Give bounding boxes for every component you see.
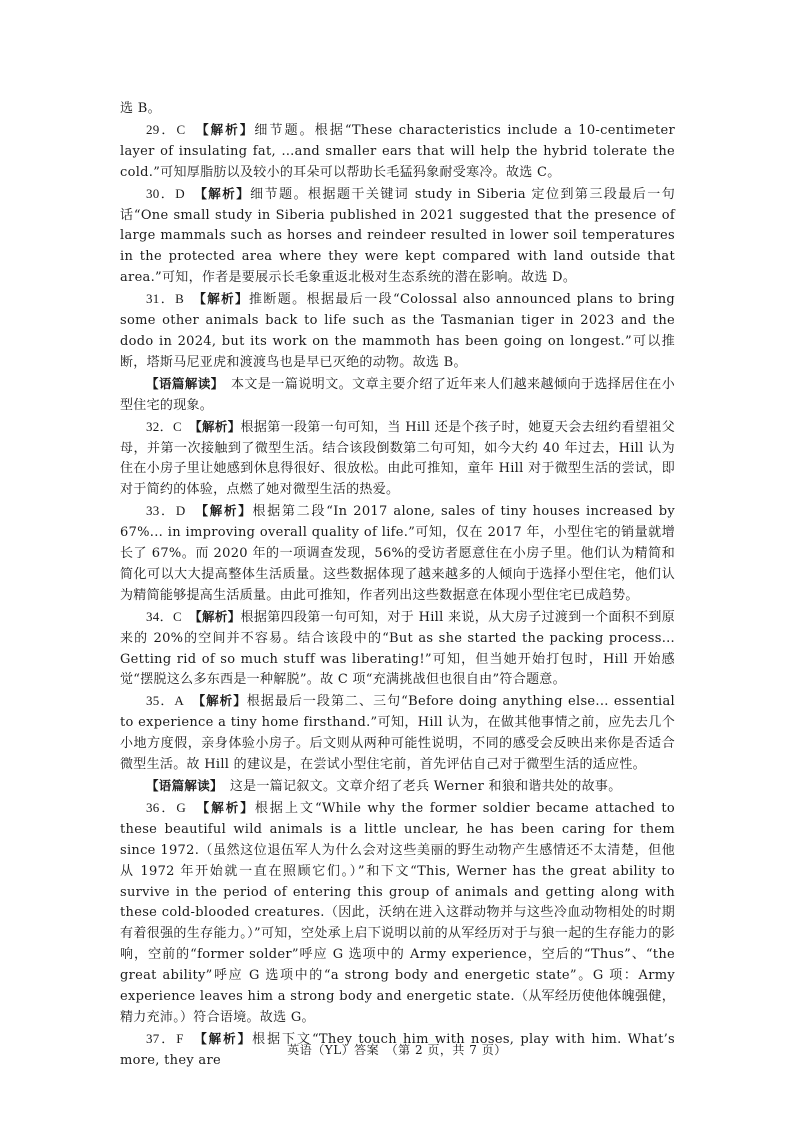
page-footer: 英语（YL）答案 （第 2 页，共 7 页） <box>287 1043 507 1057</box>
answer-35: 35．A 【解析】根据最后一段第二、三句“Before doing anything else... essential to experience a tiny home firsthand.”可知，Hill 认为，在做其他事情之前，应先去几个小地方度假，亲身体验小房子。后文则从两种可能性说明，不同的感受会反映出来你是否适合微型生活。故 Hill 的建议是，在尝试小型住宅前，首先评估自己对于微型生活的适应性。 <box>120 693 675 773</box>
answer-37: 37．F 【解析】根据下文“They touch him with noses, play with him. What’s more, they are <box>120 1030 676 1068</box>
answer-33: 33．D 【解析】根据第二段“In 2017 alone, sales of tiny houses increased by 67%... in improving overall quality of life.”可知，仅在 2017 年，小型住宅的销量就增长了 67%。而 2020 年的一项调查发现，56%的受访者愿意住在小房子里。他们认为精简和简化可以大大提高整体生活质量。这些数据体现了越来越多的人倾向于选择小型住宅，他们认为精简能够提高生活质量。由此可推知，作者列出这些数据意在体现小型住宅已成趋势。 <box>120 503 675 603</box>
answer-34: 34．C 【解析】根据第四段第一句可知，对于 Hill 来说，从大房子过渡到一个面积不到原来的 20%的空间并不容易。结合该段中的“But as she started the packing process... Getting rid of so much stuff was liberating!”可知，但当她开始打包时，Hill 开始感觉“摆脱这么多东西是一种解脱”。故 C 项“充满挑战但也很自由”符合题意。 <box>120 608 675 688</box>
passage-summary-2: 【语篇解读】 这是一篇记叙文。文章介绍了老兵 Werner 和狼和谐共处的故事。 <box>146 778 622 794</box>
paragraph-continuation: 选 B。 <box>120 101 161 116</box>
answer-31: 31．B 【解析】推断题。根据最后一段“Colossal also announced plans to bring some other animals back to life such as the Tasmanian tiger in 2023 and the dodo in 2024, but its work on the mammoth has been going on longest.”可以推断，塔斯马尼亚虎和渡渡鸟也是早已灭绝的动物。故选 B。 <box>120 291 676 370</box>
answer-30: 30．D 【解析】细节题。根据题干关键词 study in Siberia 定位到第三段最后一句话“One small study in Siberia published in 2021 suggested that the presence of large mammals such as horses and reindeer resulted in lower soil temperatures in the protected area where they were kept compared with land outside that area.”可知，作者是要展示长毛象重返北极对生态系统的潜在影响。故选 D。 <box>120 185 675 286</box>
answer-32: 32．C 【解析】根据第一段第一句可知，当 Hill 还是个孩子时，她夏天会去纽约看望祖父母，并第一次接触到了微型生活。结合该段倒数第二句可知，如今大约 40 年过去，Hill 认为住在小房子里让她感到休息得很好、很放松。由此可推知，童年 Hill 对于微型生活的尝试，即对于简约的体验，点燃了她对微型生活的热爱。 <box>120 418 675 498</box>
passage-summary-1: 【语篇解读】 本文是一篇说明文。文章主要介绍了近年来人们越来越倾向于选择居住在小型住宅的现象。 <box>120 375 675 413</box>
answer-36: 36．G 【解析】根据上文“While why the former soldier became attached to these beautiful wild animals is a little unclear, he has been caring for them since 1972.（虽然这位退伍军人为什么会对这些美丽的野生动物产生感情还不太清楚，但他从 1972 年开始就一直在照顾它们。）”和下文“This, Werner has the great ability to survive in the period of entering this group of animals and getting along with these cold-blooded creatures.（因此，沃纳在进入这群动物并与这些冷血动物相处的时期有着很强的生存能力。）”可知，空处承上启下说明以前的从军经历对于与狼一起的生存能力的影响，空前的“former solder”呼应 G 选项中的 Army experience，空后的“Thus”、“the great ability”呼应 G 选项中的“a strong body and energetic state”。G 项：Army experience leaves him a strong body and energetic state.（从军经历使他体魄强健，精力充沛。）符合语境。故选 G。 <box>120 799 675 1025</box>
answer-content <box>120 99 675 1072</box>
answer-29: 29．C 【解析】细节题。根据“These characteristics include a 10-centimeter layer of insulating fat, …and smaller ears that will help the hybrid tolerate the cold.”可知厚脂肪以及较小的耳朵可以帮助长毛猛犸象耐受寒冷。故选 C。 <box>120 121 676 180</box>
